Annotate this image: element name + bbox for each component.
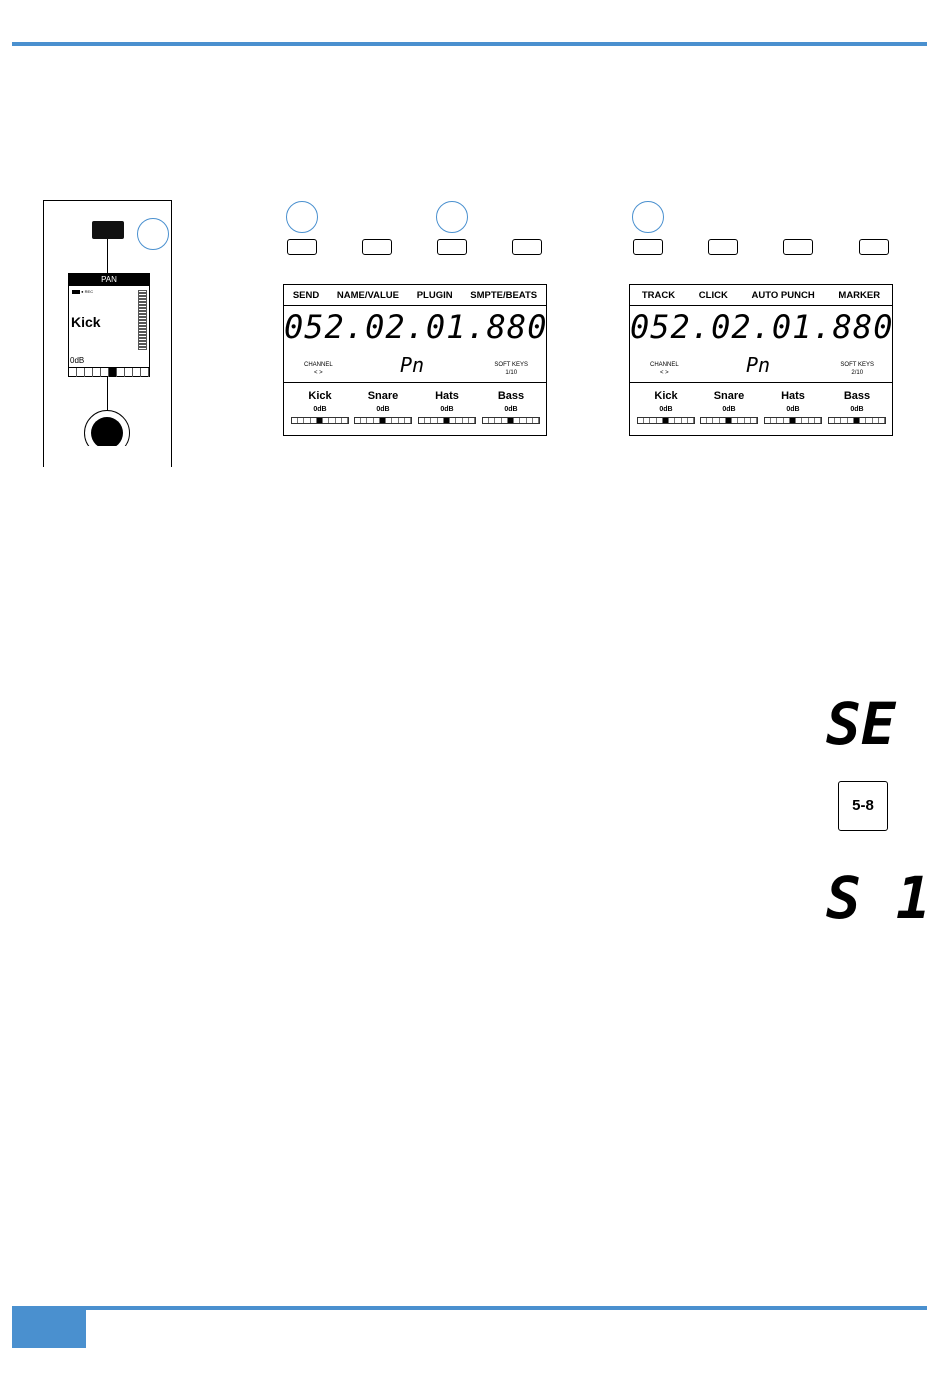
segment-display-s1: S 1 xyxy=(826,864,931,932)
softkey-label-3: AUTO PUNCH xyxy=(751,289,815,301)
track-column: Hats 0dB xyxy=(415,383,479,424)
channel-select-button[interactable] xyxy=(92,221,124,239)
softkey-label-2: CLICK xyxy=(698,289,728,301)
level-readout: 0dB xyxy=(70,356,85,365)
track-column: Bass 0dB xyxy=(479,383,543,424)
softkey-label-1: TRACK xyxy=(641,289,676,301)
display-panel-right xyxy=(629,284,893,436)
track-column: Kick 0dB xyxy=(288,383,352,424)
soft-key-button-2[interactable] xyxy=(362,239,392,255)
mode-display: Pn xyxy=(746,353,771,377)
softkey-label-4: MARKER xyxy=(838,289,881,301)
channel-label: CHANNEL < > xyxy=(650,362,679,376)
track-column: Snare 0dB xyxy=(351,383,415,424)
bank-button-label: 5-8 xyxy=(838,781,888,831)
track-column: Snare 0dB xyxy=(697,383,761,424)
timecode-display: 052.02.01.880 xyxy=(630,308,894,346)
track-column: Kick 0dB xyxy=(634,383,698,424)
track-strip-area xyxy=(284,382,546,437)
softkey-label-2: NAME/VALUE xyxy=(336,289,400,301)
footer-rule xyxy=(12,1306,927,1310)
vertical-meter xyxy=(138,290,147,350)
callout-circle-2 xyxy=(436,201,468,233)
channel-label: CHANNEL < > xyxy=(304,362,333,376)
callout-circle-3 xyxy=(632,201,664,233)
soft-key-button-8[interactable] xyxy=(859,239,889,255)
callout-circle-1 xyxy=(286,201,318,233)
soft-key-button-6[interactable] xyxy=(708,239,738,255)
callout-line-bottom xyxy=(107,377,108,411)
softkey-labels xyxy=(284,285,546,306)
softkeys-page-label: SOFT KEYS 1/10 xyxy=(494,362,528,376)
pan-meter xyxy=(69,367,149,377)
softkey-label-3: PLUGIN xyxy=(416,289,453,301)
screen-mode-label: PAN xyxy=(69,274,149,286)
timecode-display: 052.02.01.880 xyxy=(284,308,548,346)
header-rule xyxy=(12,42,927,46)
track-strip-area xyxy=(630,382,892,437)
soft-key-button-3[interactable] xyxy=(437,239,467,255)
softkey-label-4: SMPTE/BEATS xyxy=(470,289,538,301)
callout-line-top xyxy=(107,239,108,273)
softkey-label-1: SEND xyxy=(292,289,320,301)
soft-key-button-1[interactable] xyxy=(287,239,317,255)
display-panel-left xyxy=(283,284,547,436)
soft-key-button-5[interactable] xyxy=(633,239,663,255)
soft-key-button-7[interactable] xyxy=(783,239,813,255)
segment-display-se: SE xyxy=(826,690,896,758)
softkeys-page-label: SOFT KEYS 2/10 xyxy=(840,362,874,376)
page-number-tab xyxy=(12,1310,86,1348)
rec-indicator: ● REC xyxy=(72,289,93,294)
mode-display: Pn xyxy=(400,353,425,377)
knob-mask xyxy=(80,446,134,466)
track-column: Hats 0dB xyxy=(761,383,825,424)
track-column: Bass 0dB xyxy=(825,383,889,424)
soft-key-button-4[interactable] xyxy=(512,239,542,255)
softkey-labels xyxy=(630,285,892,306)
track-name: Kick xyxy=(71,314,101,330)
callout-circle-strip xyxy=(137,218,169,250)
channel-screen xyxy=(68,273,150,377)
knob-cap xyxy=(91,417,123,449)
